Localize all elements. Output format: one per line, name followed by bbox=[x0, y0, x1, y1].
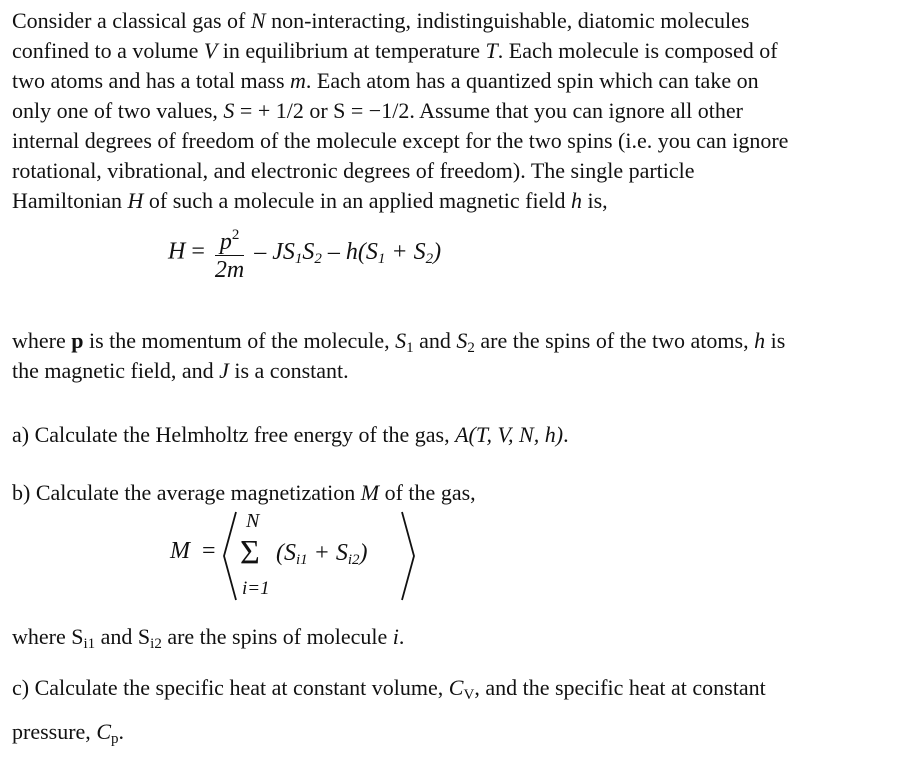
intro-line-2: confined to a volume V in equilibrium at temperature T. Each molecule is composed of bbox=[12, 38, 778, 63]
hamiltonian-fraction: $\frac{p^2}{2m}$ bbox=[215, 222, 244, 284]
magnetization-equation: M = N Σ i=1 $(S_{i1} + S_{i2})$ bbox=[170, 508, 430, 604]
part-c: c) Calculate the specific heat at constant volume, $C_V$, and the specific heat at constant pressure, $C_p$. bbox=[12, 675, 766, 747]
intro-line-7: Hamiltonian H of such a molecule in an applied magnetic field h is, bbox=[12, 188, 608, 213]
where-spins-line: where $S_{i1}$ and $S_{i2}$ are the spins of molecule i. bbox=[12, 624, 405, 652]
intro-line-4: only one of two values, S = + 1/2 or S = −1/2. Assume that you can ignore all other bbox=[12, 98, 743, 123]
intro-line-1: Consider a classical gas of N non-interacting, indistinguishable, diatomic molecules bbox=[12, 8, 750, 33]
left-angle-bracket bbox=[220, 510, 240, 602]
intro-line-5: internal degrees of freedom of the molecule except for the two spins (i.e. you can ignore bbox=[12, 128, 789, 153]
intro-line-3: two atoms and has a total mass m. Each atom has a quantized spin which can take on bbox=[12, 68, 759, 93]
right-angle-bracket bbox=[398, 510, 418, 602]
where-line-1: where p is the momentum of the molecule, $S_1$ and $S_2$ are the spins of the two atoms, h is bbox=[12, 328, 786, 356]
where-paragraph bbox=[12, 326, 917, 386]
part-a: a) Calculate the Helmholtz free energy of the gas, A(T, V, N, h). bbox=[12, 422, 569, 447]
part-b: b) Calculate the average magnetization M of the gas, bbox=[12, 480, 476, 505]
intro-line-6: rotational, vibrational, and electronic degrees of freedom). The single particle bbox=[12, 158, 695, 183]
intro-paragraph bbox=[12, 6, 917, 216]
hamiltonian-equation: H = $\frac{p^2}{2m}$ – $JS_1S_2 - h(S_1 + S_2)$ bbox=[168, 222, 441, 284]
where-line-2: the magnetic field, and J is a constant. bbox=[12, 358, 349, 383]
